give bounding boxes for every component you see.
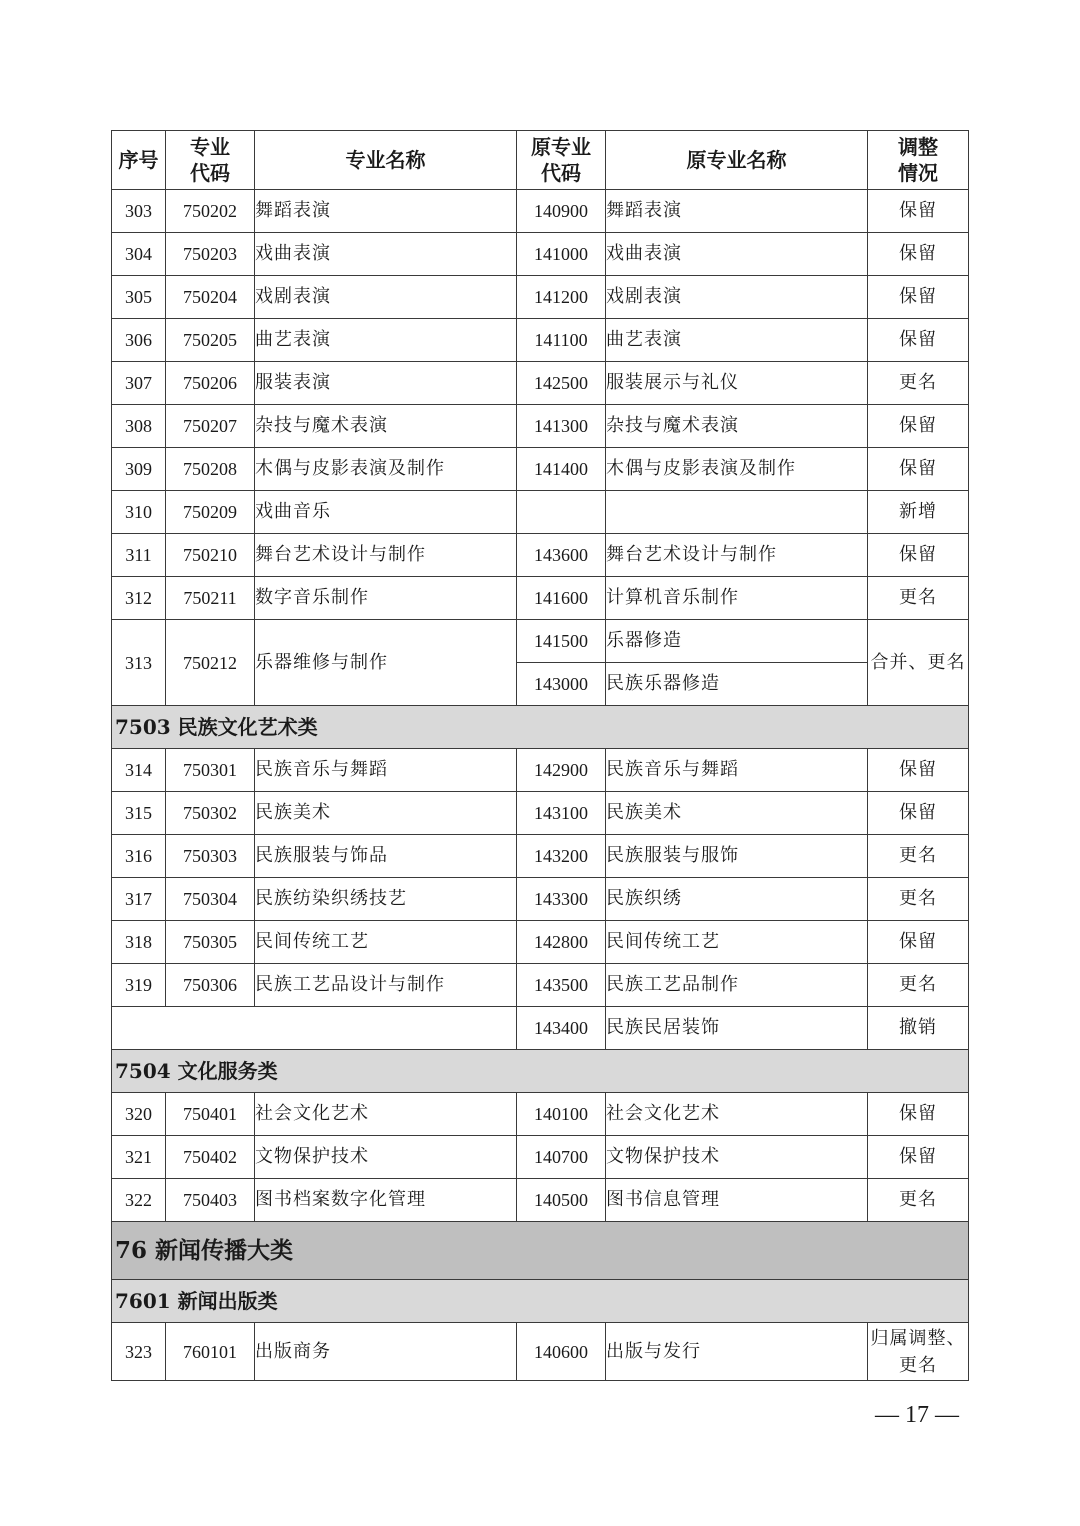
orig-name-cell: 杂技与魔术表演 xyxy=(606,405,868,448)
table-row xyxy=(112,319,969,362)
seq-cell: 310 xyxy=(112,491,166,534)
name-cell: 曲艺表演 xyxy=(255,319,517,362)
orig-name-cell: 民族美术 xyxy=(606,792,868,835)
orig-code-cell: 143600 xyxy=(517,534,606,577)
header-code-text: 专业代码 xyxy=(190,135,230,185)
orig-name-cell: 文物保护技术 xyxy=(606,1136,868,1179)
code-cell: 750211 xyxy=(166,577,255,620)
status-cell: 保留 xyxy=(868,534,969,577)
status-cell: 保留 xyxy=(868,792,969,835)
seq-cell: 312 xyxy=(112,577,166,620)
orig-code-cell: 140700 xyxy=(517,1136,606,1179)
table-row xyxy=(112,1323,969,1381)
code-cell: 750302 xyxy=(166,792,255,835)
table-row xyxy=(112,491,969,534)
major-catalog-table xyxy=(111,130,969,1381)
orig-name-cell: 舞台艺术设计与制作 xyxy=(606,534,868,577)
orig-name-cell: 舞蹈表演 xyxy=(606,190,868,233)
table-row xyxy=(112,1179,969,1222)
seq-cell: 311 xyxy=(112,534,166,577)
table-row xyxy=(112,276,969,319)
name-cell: 民间传统工艺 xyxy=(255,921,517,964)
name-cell: 舞台艺术设计与制作 xyxy=(255,534,517,577)
orig-name-cell: 民族民居装饰 xyxy=(606,1007,868,1050)
orig-name-cell: 服装展示与礼仪 xyxy=(606,362,868,405)
orig-name-cell: 民族织绣 xyxy=(606,878,868,921)
code-cell: 750306 xyxy=(166,964,255,1007)
status-cell: 保留 xyxy=(868,405,969,448)
seq-cell: 316 xyxy=(112,835,166,878)
orig-name-cell: 社会文化艺术 xyxy=(606,1093,868,1136)
seq-cell: 321 xyxy=(112,1136,166,1179)
table-row xyxy=(112,534,969,577)
status-cell: 更名 xyxy=(868,362,969,405)
code-cell: 750205 xyxy=(166,319,255,362)
orig-code-cell: 140600 xyxy=(517,1323,606,1381)
orig-name-cell: 图书信息管理 xyxy=(606,1179,868,1222)
header-code xyxy=(166,131,255,190)
table-header-row xyxy=(112,131,969,190)
orig-name-cell: 计算机音乐制作 xyxy=(606,577,868,620)
name-cell: 民族美术 xyxy=(255,792,517,835)
code-cell: 750203 xyxy=(166,233,255,276)
seq-cell: 308 xyxy=(112,405,166,448)
category-row-7504 xyxy=(112,1050,969,1093)
name-cell: 文物保护技术 xyxy=(255,1136,517,1179)
header-orig-code-text: 原专业代码 xyxy=(531,135,591,185)
header-status xyxy=(868,131,969,190)
code-cell: 750204 xyxy=(166,276,255,319)
orig-name-cell: 戏曲表演 xyxy=(606,233,868,276)
seq-cell: 306 xyxy=(112,319,166,362)
table-row-merged xyxy=(112,620,969,663)
orig-name-cell: 民间传统工艺 xyxy=(606,921,868,964)
seq-cell: 318 xyxy=(112,921,166,964)
orig-code-cell: 143400 xyxy=(517,1007,606,1050)
seq-cell: 309 xyxy=(112,448,166,491)
seq-cell: 305 xyxy=(112,276,166,319)
orig-code-cell: 142500 xyxy=(517,362,606,405)
code-cell: 750403 xyxy=(166,1179,255,1222)
header-seq: 序号 xyxy=(112,131,166,190)
status-cell: 保留 xyxy=(868,448,969,491)
category-row-7601 xyxy=(112,1280,969,1323)
orig-code-cell xyxy=(517,491,606,534)
orig-name-cell: 曲艺表演 xyxy=(606,319,868,362)
status-cell: 保留 xyxy=(868,233,969,276)
name-cell: 民族音乐与舞蹈 xyxy=(255,749,517,792)
orig-code-cell: 143100 xyxy=(517,792,606,835)
name-cell: 舞蹈表演 xyxy=(255,190,517,233)
orig-code-cell: 142900 xyxy=(517,749,606,792)
status-cell: 新增 xyxy=(868,491,969,534)
table-row xyxy=(112,1093,969,1136)
code-cell: 750305 xyxy=(166,921,255,964)
table-row xyxy=(112,362,969,405)
name-cell: 戏曲音乐 xyxy=(255,491,517,534)
code-cell: 750210 xyxy=(166,534,255,577)
table-row xyxy=(112,190,969,233)
status-cell: 保留 xyxy=(868,190,969,233)
code-cell: 750303 xyxy=(166,835,255,878)
name-cell: 服装表演 xyxy=(255,362,517,405)
table-row xyxy=(112,1136,969,1179)
table-row xyxy=(112,448,969,491)
status-cell: 保留 xyxy=(868,921,969,964)
status-cell: 更名 xyxy=(868,964,969,1007)
code-cell: 750208 xyxy=(166,448,255,491)
code-cell: 750207 xyxy=(166,405,255,448)
name-cell: 戏曲表演 xyxy=(255,233,517,276)
header-orig-name: 原专业名称 xyxy=(606,131,868,190)
name-cell: 乐器维修与制作 xyxy=(255,620,517,706)
table-row xyxy=(112,921,969,964)
orig-code-cell: 140900 xyxy=(517,190,606,233)
status-cell: 撤销 xyxy=(868,1007,969,1050)
name-cell: 木偶与皮影表演及制作 xyxy=(255,448,517,491)
name-cell: 社会文化艺术 xyxy=(255,1093,517,1136)
code-cell: 750402 xyxy=(166,1136,255,1179)
orig-name-cell xyxy=(606,491,868,534)
empty-cell xyxy=(112,1007,517,1050)
orig-code-cell: 143500 xyxy=(517,964,606,1007)
name-cell: 出版商务 xyxy=(255,1323,517,1381)
status-cell: 合并、更名 xyxy=(868,620,969,706)
orig-code-cell: 142800 xyxy=(517,921,606,964)
seq-cell: 322 xyxy=(112,1179,166,1222)
name-cell: 数字音乐制作 xyxy=(255,577,517,620)
header-name: 专业名称 xyxy=(255,131,517,190)
seq-cell: 319 xyxy=(112,964,166,1007)
orig-code-cell: 141500 xyxy=(517,620,606,663)
orig-code-cell: 143000 xyxy=(517,663,606,706)
name-cell: 杂技与魔术表演 xyxy=(255,405,517,448)
status-cell: 保留 xyxy=(868,1136,969,1179)
orig-name-cell: 木偶与皮影表演及制作 xyxy=(606,448,868,491)
orig-code-cell: 141400 xyxy=(517,448,606,491)
code-cell: 750301 xyxy=(166,749,255,792)
code-cell: 750206 xyxy=(166,362,255,405)
name-cell: 戏剧表演 xyxy=(255,276,517,319)
orig-code-cell: 141200 xyxy=(517,276,606,319)
orig-name-cell: 民族音乐与舞蹈 xyxy=(606,749,868,792)
category-row-7503 xyxy=(112,706,969,749)
major-category-title: 76 新闻传播大类 xyxy=(112,1222,969,1280)
code-cell: 750212 xyxy=(166,620,255,706)
table-row xyxy=(112,835,969,878)
orig-code-cell: 143200 xyxy=(517,835,606,878)
orig-name-cell: 民族工艺品制作 xyxy=(606,964,868,1007)
code-cell: 750401 xyxy=(166,1093,255,1136)
status-cell: 保留 xyxy=(868,749,969,792)
seq-cell: 303 xyxy=(112,190,166,233)
orig-name-cell: 出版与发行 xyxy=(606,1323,868,1381)
orig-code-cell: 141000 xyxy=(517,233,606,276)
orig-code-cell: 140500 xyxy=(517,1179,606,1222)
table-row xyxy=(112,233,969,276)
status-cell: 保留 xyxy=(868,1093,969,1136)
orig-code-cell: 141600 xyxy=(517,577,606,620)
name-cell: 民族服装与饰品 xyxy=(255,835,517,878)
code-cell: 750304 xyxy=(166,878,255,921)
orig-name-cell: 民族服装与服饰 xyxy=(606,835,868,878)
table-row-revoked xyxy=(112,1007,969,1050)
status-cell: 更名 xyxy=(868,878,969,921)
page-number: — 17 — xyxy=(875,1402,959,1428)
category-title: 7503 民族文化艺术类 xyxy=(112,706,969,749)
category-title: 7504 文化服务类 xyxy=(112,1050,969,1093)
table-row xyxy=(112,878,969,921)
status-cell: 保留 xyxy=(868,276,969,319)
orig-code-cell: 141100 xyxy=(517,319,606,362)
seq-cell: 317 xyxy=(112,878,166,921)
orig-code-cell: 141300 xyxy=(517,405,606,448)
seq-cell: 320 xyxy=(112,1093,166,1136)
seq-cell: 304 xyxy=(112,233,166,276)
table-row xyxy=(112,792,969,835)
code-cell: 750202 xyxy=(166,190,255,233)
name-cell: 民族纺染织绣技艺 xyxy=(255,878,517,921)
seq-cell: 323 xyxy=(112,1323,166,1381)
category-title: 7601 新闻出版类 xyxy=(112,1280,969,1323)
major-category-row-76 xyxy=(112,1222,969,1280)
seq-cell: 307 xyxy=(112,362,166,405)
code-cell: 760101 xyxy=(166,1323,255,1381)
name-cell: 民族工艺品设计与制作 xyxy=(255,964,517,1007)
table-row xyxy=(112,964,969,1007)
status-cell: 归属调整、更名 xyxy=(868,1323,969,1381)
status-cell: 更名 xyxy=(868,1179,969,1222)
seq-cell: 314 xyxy=(112,749,166,792)
code-cell: 750209 xyxy=(166,491,255,534)
name-cell: 图书档案数字化管理 xyxy=(255,1179,517,1222)
header-status-text: 调整情况 xyxy=(898,135,938,185)
orig-name-cell: 民族乐器修造 xyxy=(606,663,868,706)
table-row xyxy=(112,405,969,448)
orig-name-cell: 戏剧表演 xyxy=(606,276,868,319)
seq-cell: 315 xyxy=(112,792,166,835)
orig-code-cell: 143300 xyxy=(517,878,606,921)
seq-cell: 313 xyxy=(112,620,166,706)
orig-name-cell: 乐器修造 xyxy=(606,620,868,663)
status-cell: 更名 xyxy=(868,577,969,620)
table-row xyxy=(112,577,969,620)
table-row xyxy=(112,749,969,792)
orig-code-cell: 140100 xyxy=(517,1093,606,1136)
status-cell: 更名 xyxy=(868,835,969,878)
status-cell: 保留 xyxy=(868,319,969,362)
header-orig-code xyxy=(517,131,606,190)
